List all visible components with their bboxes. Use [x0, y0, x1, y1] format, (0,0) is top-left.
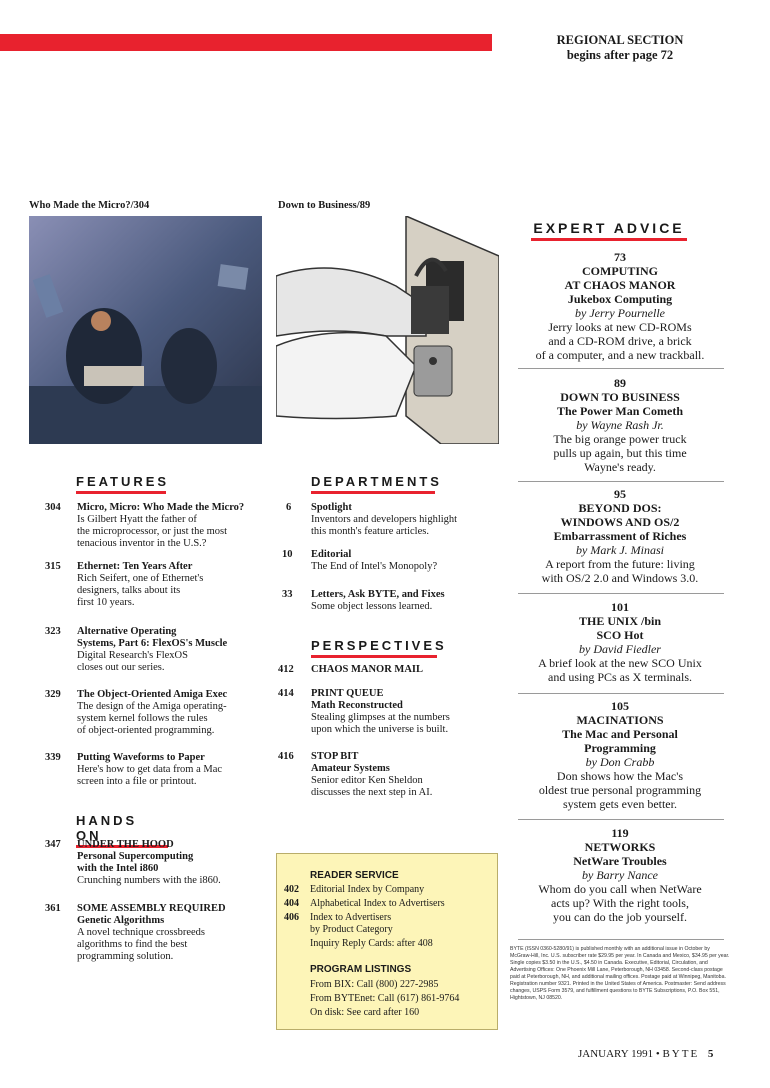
- expert-item-89[interactable]: [515, 376, 725, 474]
- page-number: 323: [45, 626, 61, 637]
- column-name: DOWN TO BUSINESS: [560, 390, 680, 404]
- expert-advice-heading-text: EXPERT ADVICE: [533, 220, 685, 236]
- entry-subtitle: Amateur Systems: [311, 763, 390, 774]
- entry-desc: pulls up again, but this time: [553, 446, 687, 460]
- page-number: 304: [45, 502, 61, 513]
- entry-desc: Wayne's ready.: [584, 460, 656, 474]
- power-plug-illustration: [276, 216, 499, 444]
- entry-desc: designers, talks about its: [77, 585, 181, 596]
- entry-title: Spotlight: [311, 502, 352, 513]
- entry-title: Letters, Ask BYTE, and Fixes: [311, 589, 445, 600]
- expert-advice-underline: [531, 238, 687, 241]
- entry-desc: upon which the universe is built.: [311, 724, 449, 735]
- program-listing-row[interactable]: From BYTEnet: Call (617) 861-9764: [310, 993, 460, 1004]
- entry-title: Editorial: [311, 549, 352, 560]
- page-number: 406: [284, 912, 299, 923]
- column-name: NETWORKS: [584, 840, 656, 854]
- article-title-cont: Programming: [584, 741, 656, 755]
- entry-desc: The design of the Amiga operating-: [77, 701, 227, 712]
- footer-page-number: 5: [707, 1048, 714, 1060]
- micro-illustration: [29, 216, 262, 444]
- entry-desc: A novel technique crossbreeds: [77, 927, 206, 938]
- column-name: AT CHAOS MANOR: [564, 278, 676, 292]
- column-name: BEYOND DOS:: [578, 501, 662, 515]
- entry-title: UNDER THE HOOD: [77, 839, 174, 850]
- author: by Don Crabb: [585, 755, 655, 769]
- expert-item-73[interactable]: [515, 250, 725, 362]
- expert-item-105[interactable]: [515, 699, 725, 811]
- entry-desc: this month's feature articles.: [311, 526, 429, 537]
- entry-desc: A brief look at the new SCO Unix: [538, 656, 702, 670]
- article-title: Embarrassment of Riches: [553, 529, 687, 543]
- entry-desc: Inventors and developers highlight: [311, 514, 458, 525]
- reader-service-row[interactable]: [284, 884, 425, 896]
- author: by Wayne Rash Jr.: [576, 418, 664, 432]
- page-number: 73: [614, 250, 626, 264]
- program-listing-row[interactable]: On disk: See card after 160: [310, 1007, 420, 1018]
- image-caption-business: Down to Business/89: [278, 200, 371, 211]
- entry-desc: Senior editor Ken Sheldon: [311, 775, 423, 786]
- entry-desc: The End of Intel's Monopoly?: [311, 561, 438, 572]
- entry-desc: of a computer, and a new trackball.: [535, 348, 705, 362]
- entry-subtitle: Math Reconstructed: [311, 700, 403, 711]
- entry-desc: oldest true personal programming: [538, 783, 702, 797]
- page-number: 339: [45, 752, 61, 763]
- page-number: 315: [45, 561, 61, 572]
- entry-desc: discusses the next step in AI.: [311, 787, 433, 798]
- page-number: 6: [286, 502, 292, 513]
- divider: [518, 819, 724, 820]
- divider: [518, 693, 724, 694]
- program-listings-heading: PROGRAM LISTINGS: [310, 964, 412, 975]
- entry-desc: you can do the job yourself.: [553, 910, 687, 924]
- reader-service-row[interactable]: [284, 912, 392, 924]
- perspectives-heading-text: PERSPECTIVES: [311, 638, 447, 653]
- entry-desc: screen into a file or printout.: [77, 776, 197, 787]
- entry-desc: Is Gilbert Hyatt the father of: [77, 514, 197, 525]
- reader-service-heading: READER SERVICE: [310, 870, 399, 881]
- publication-statement: BYTE (ISSN 0360-5280/91) is published monthly with an additional issue in October by McGraw-Hill, Inc. U.S. subscriber rate $29.95 per year. In Canada and Mexico, $34.95 per year. Single copies $3.50 in the U.S., $4.50 in Canada. Executive, Editorial, Circulation, and Advertising Offices: One Phoenix Mill Lane, Peterborough, NH 03458. Second-class postage paid at Peterborough, NH, and additional mailing offices. Postage paid at Winnipeg, Manitoba. Registration number 9321. Printed in the United States of America. Postmaster: Send address changes, USPS Form 3579, and fulfillment questions to BYTE Subscriptions, P.O. Box 551, Hightstown, NJ 08520.: [510, 946, 730, 1001]
- page-number: 361: [45, 903, 61, 914]
- entry-desc: closes out our series.: [77, 662, 165, 673]
- entry-desc: Whom do you call when NetWare: [538, 882, 702, 896]
- expert-item-101[interactable]: [515, 600, 725, 684]
- features-heading: [76, 474, 170, 497]
- row-text: Alphabetical Index to Advertisers: [310, 898, 445, 909]
- entry-title: STOP BIT: [311, 751, 359, 762]
- entry-desc: system kernel follows the rules: [77, 713, 208, 724]
- entry-desc: Crunching numbers with the i860.: [77, 875, 221, 886]
- page-number: 33: [282, 589, 293, 600]
- article-title: The Power Man Cometh: [556, 404, 684, 418]
- reader-service-row[interactable]: [284, 898, 445, 910]
- entry-desc: and a CD-ROM drive, a brick: [548, 334, 692, 348]
- entry-desc: and using PCs as X terminals.: [548, 670, 692, 684]
- entry-subtitle: Genetic Algorithms: [77, 915, 165, 926]
- footer-magazine: BYTE: [662, 1048, 700, 1060]
- regional-section-note: [520, 33, 720, 63]
- entry-desc: Stealing glimpses at the numbers: [311, 712, 450, 723]
- page-number: 89: [614, 376, 626, 390]
- author: by David Fiedler: [579, 642, 661, 656]
- entry-desc: Rich Seifert, one of Ethernet's: [77, 573, 204, 584]
- author: by Jerry Pournelle: [575, 306, 665, 320]
- entry-title: Alternative Operating: [77, 626, 177, 637]
- page-number: 329: [45, 689, 61, 700]
- entry-desc: Jerry looks at new CD-ROMs: [548, 320, 692, 334]
- article-title: Jukebox Computing: [567, 292, 673, 306]
- entry-desc: The big orange power truck: [553, 432, 687, 446]
- page-number: 119: [611, 826, 629, 840]
- departments-underline: [311, 491, 435, 494]
- reader-service-box: [276, 853, 498, 1030]
- program-listing-row[interactable]: From BIX: Call (800) 227-2985: [310, 979, 439, 990]
- entry-desc: Here's how to get data from a Mac: [77, 764, 223, 775]
- departments-heading-text: DEPARTMENTS: [311, 474, 442, 489]
- expert-advice-heading: [531, 220, 687, 244]
- regional-line-2: begins after page 72: [566, 48, 674, 62]
- entry-desc: Digital Research's FlexOS: [77, 650, 188, 661]
- footer-date: JANUARY 1991: [578, 1048, 654, 1060]
- expert-item-119[interactable]: [515, 826, 725, 924]
- row-text: Editorial Index by Company: [310, 884, 425, 895]
- entry-title: PRINT QUEUE: [311, 688, 384, 699]
- article-title: NetWare Troubles: [573, 854, 667, 868]
- entry-title: Putting Waveforms to Paper: [77, 752, 205, 763]
- page-number: 416: [278, 751, 294, 762]
- entry-title: CHAOS MANOR MAIL: [311, 664, 423, 675]
- header-red-bar: [0, 34, 492, 51]
- entry-desc: first 10 years.: [77, 597, 135, 608]
- entry-subtitle: with the Intel i860: [77, 863, 159, 874]
- entry-desc: A report from the future: living: [545, 557, 695, 571]
- entry-desc: the microprocessor, or just the most: [77, 526, 228, 537]
- footer-bullet: •: [655, 1048, 660, 1060]
- entry-title: Ethernet: Ten Years After: [77, 561, 193, 572]
- hands-on-heading-text: HANDS ON: [76, 813, 138, 843]
- author: by Mark J. Minasi: [576, 543, 664, 557]
- page-number: 414: [278, 688, 294, 699]
- column-name: COMPUTING: [582, 264, 658, 278]
- entry-desc: algorithms to find the best: [77, 939, 188, 950]
- entry-desc: programming solution.: [77, 951, 174, 962]
- page-number: 95: [614, 487, 626, 501]
- regional-line-1: REGIONAL SECTION: [556, 33, 684, 47]
- divider: [518, 593, 724, 594]
- entry-subtitle: Personal Supercomputing: [77, 851, 194, 862]
- article-title: The Mac and Personal: [562, 727, 678, 741]
- reader-service-row: by Product Category: [310, 924, 393, 935]
- departments-heading: [311, 474, 442, 497]
- reader-service-row[interactable]: Inquiry Reply Cards: after 408: [310, 938, 433, 949]
- entry-title-cont: Systems, Part 6: FlexOS's Muscle: [77, 638, 228, 649]
- author: by Barry Nance: [582, 868, 658, 882]
- entry-desc: Don shows how the Mac's: [556, 769, 684, 783]
- features-underline: [76, 491, 166, 494]
- column-name: WINDOWS AND OS/2: [560, 515, 680, 529]
- column-name: MACINATIONS: [576, 713, 664, 727]
- entry-desc: system gets even better.: [563, 797, 677, 811]
- entry-title: The Object-Oriented Amiga Exec: [77, 689, 228, 700]
- page-number: 10: [282, 549, 293, 560]
- entry-desc: Some object lessons learned.: [311, 601, 433, 612]
- divider: [518, 368, 724, 369]
- page-number: 402: [284, 884, 299, 895]
- entry-desc: of object-oriented programming.: [77, 725, 215, 736]
- divider: [518, 939, 724, 940]
- page-number: 412: [278, 664, 294, 675]
- entry-title: SOME ASSEMBLY REQUIRED: [77, 903, 226, 914]
- page-footer: [578, 1048, 713, 1060]
- entry-desc: with OS/2 2.0 and Windows 3.0.: [541, 571, 699, 585]
- divider: [518, 481, 724, 482]
- expert-item-95[interactable]: [515, 487, 725, 585]
- perspectives-underline: [311, 655, 437, 658]
- article-title: SCO Hot: [596, 628, 644, 642]
- entry-title: Micro, Micro: Who Made the Micro?: [77, 502, 245, 513]
- page-number: 347: [45, 839, 61, 850]
- entry-desc: acts up? With the right tools,: [551, 896, 689, 910]
- page-number: 101: [611, 600, 629, 614]
- row-text: Index to Advertisers: [310, 912, 392, 923]
- image-caption-micro: Who Made the Micro?/304: [29, 200, 150, 211]
- page-number: 105: [611, 699, 629, 713]
- entry-desc: tenacious inventor in the U.S.?: [77, 538, 207, 549]
- perspectives-heading: [311, 638, 447, 661]
- column-name: THE UNIX /bin: [578, 614, 662, 628]
- page-number: 404: [284, 898, 299, 909]
- features-heading-text: FEATURES: [76, 474, 170, 489]
